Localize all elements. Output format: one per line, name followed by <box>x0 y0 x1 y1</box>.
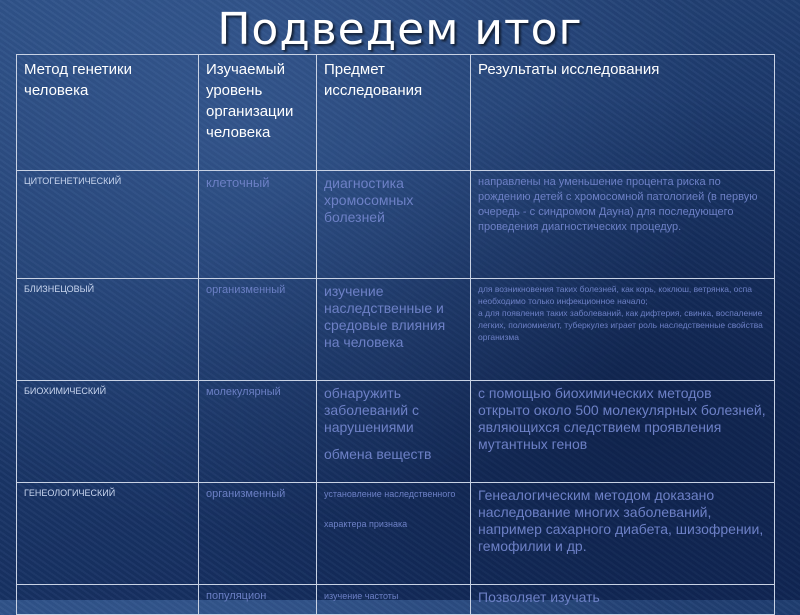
result-text-part: а для появления таких заболеваний, как дифтерия, свинка, воспаление легких, полиомиелит, туберкулез играет роль наследственные свойства организма <box>478 308 763 342</box>
method-cell: БИОХИМИЧЕСКИЙ <box>17 381 199 483</box>
method-cell: ГЕНЕОЛОГИЧЕСКИЙ <box>17 483 199 585</box>
header-method: Метод генетики человека <box>17 55 199 171</box>
level-cell: организменный <box>199 279 317 381</box>
result-cell: Позволяет изучать <box>471 585 775 615</box>
subject-cell: изучение наследственные и средовые влияния на человека <box>317 279 471 381</box>
result-cell: Генеалогическим методом доказано наследование многих заболеваний, например сахарного диабета, шизофрении, гемофилии и др. <box>471 483 775 585</box>
table-row <box>17 381 775 483</box>
method-cell: БЛИЗНЕЦОВЫЙ <box>17 279 199 381</box>
summary-table <box>16 54 775 615</box>
result-cell <box>471 279 775 381</box>
subject-cell <box>317 381 471 483</box>
header-level: Изучаемый уровень организации человека <box>199 55 317 171</box>
table-row <box>17 483 775 585</box>
header-subject: Предмет исследования <box>317 55 471 171</box>
subject-cell: диагностика хромосомных болезней <box>317 171 471 279</box>
table-row <box>17 171 775 279</box>
subject-text-part: обнаружить заболеваний с нарушениями <box>324 385 419 435</box>
level-cell: молекулярный <box>199 381 317 483</box>
level-cell: организменный <box>199 483 317 585</box>
table-row <box>17 279 775 381</box>
level-cell: клеточный <box>199 171 317 279</box>
subject-cell: изучение частоты <box>317 585 471 615</box>
result-cell: направлены на уменьшение процента риска по рождению детей с хромосомной патологией (в первую очередь - с синдромом Дауна) для последующего проведения диагностических процедур. <box>471 171 775 279</box>
subject-text-part: установление наследственного <box>324 489 456 499</box>
table-header-row <box>17 55 775 171</box>
method-cell: ЦИТОГЕНЕТИЧЕСКИЙ <box>17 171 199 279</box>
result-text-part: для возникновения таких болезней, как корь, коклюш, ветрянка, оспа необходимо только инфекционное начало; <box>478 284 752 306</box>
subject-text-part: обмена веществ <box>324 446 432 462</box>
subject-text-part: характера признака <box>324 519 408 529</box>
slide-title: Подведем итог <box>217 4 583 55</box>
subject-cell <box>317 483 471 585</box>
header-results: Результаты исследования <box>471 55 775 171</box>
result-cell: с помощью биохимических методов открыто около 500 молекулярных болезней, являющихся следствием проявления мутантных генов <box>471 381 775 483</box>
level-cell: популяцион <box>199 585 317 615</box>
